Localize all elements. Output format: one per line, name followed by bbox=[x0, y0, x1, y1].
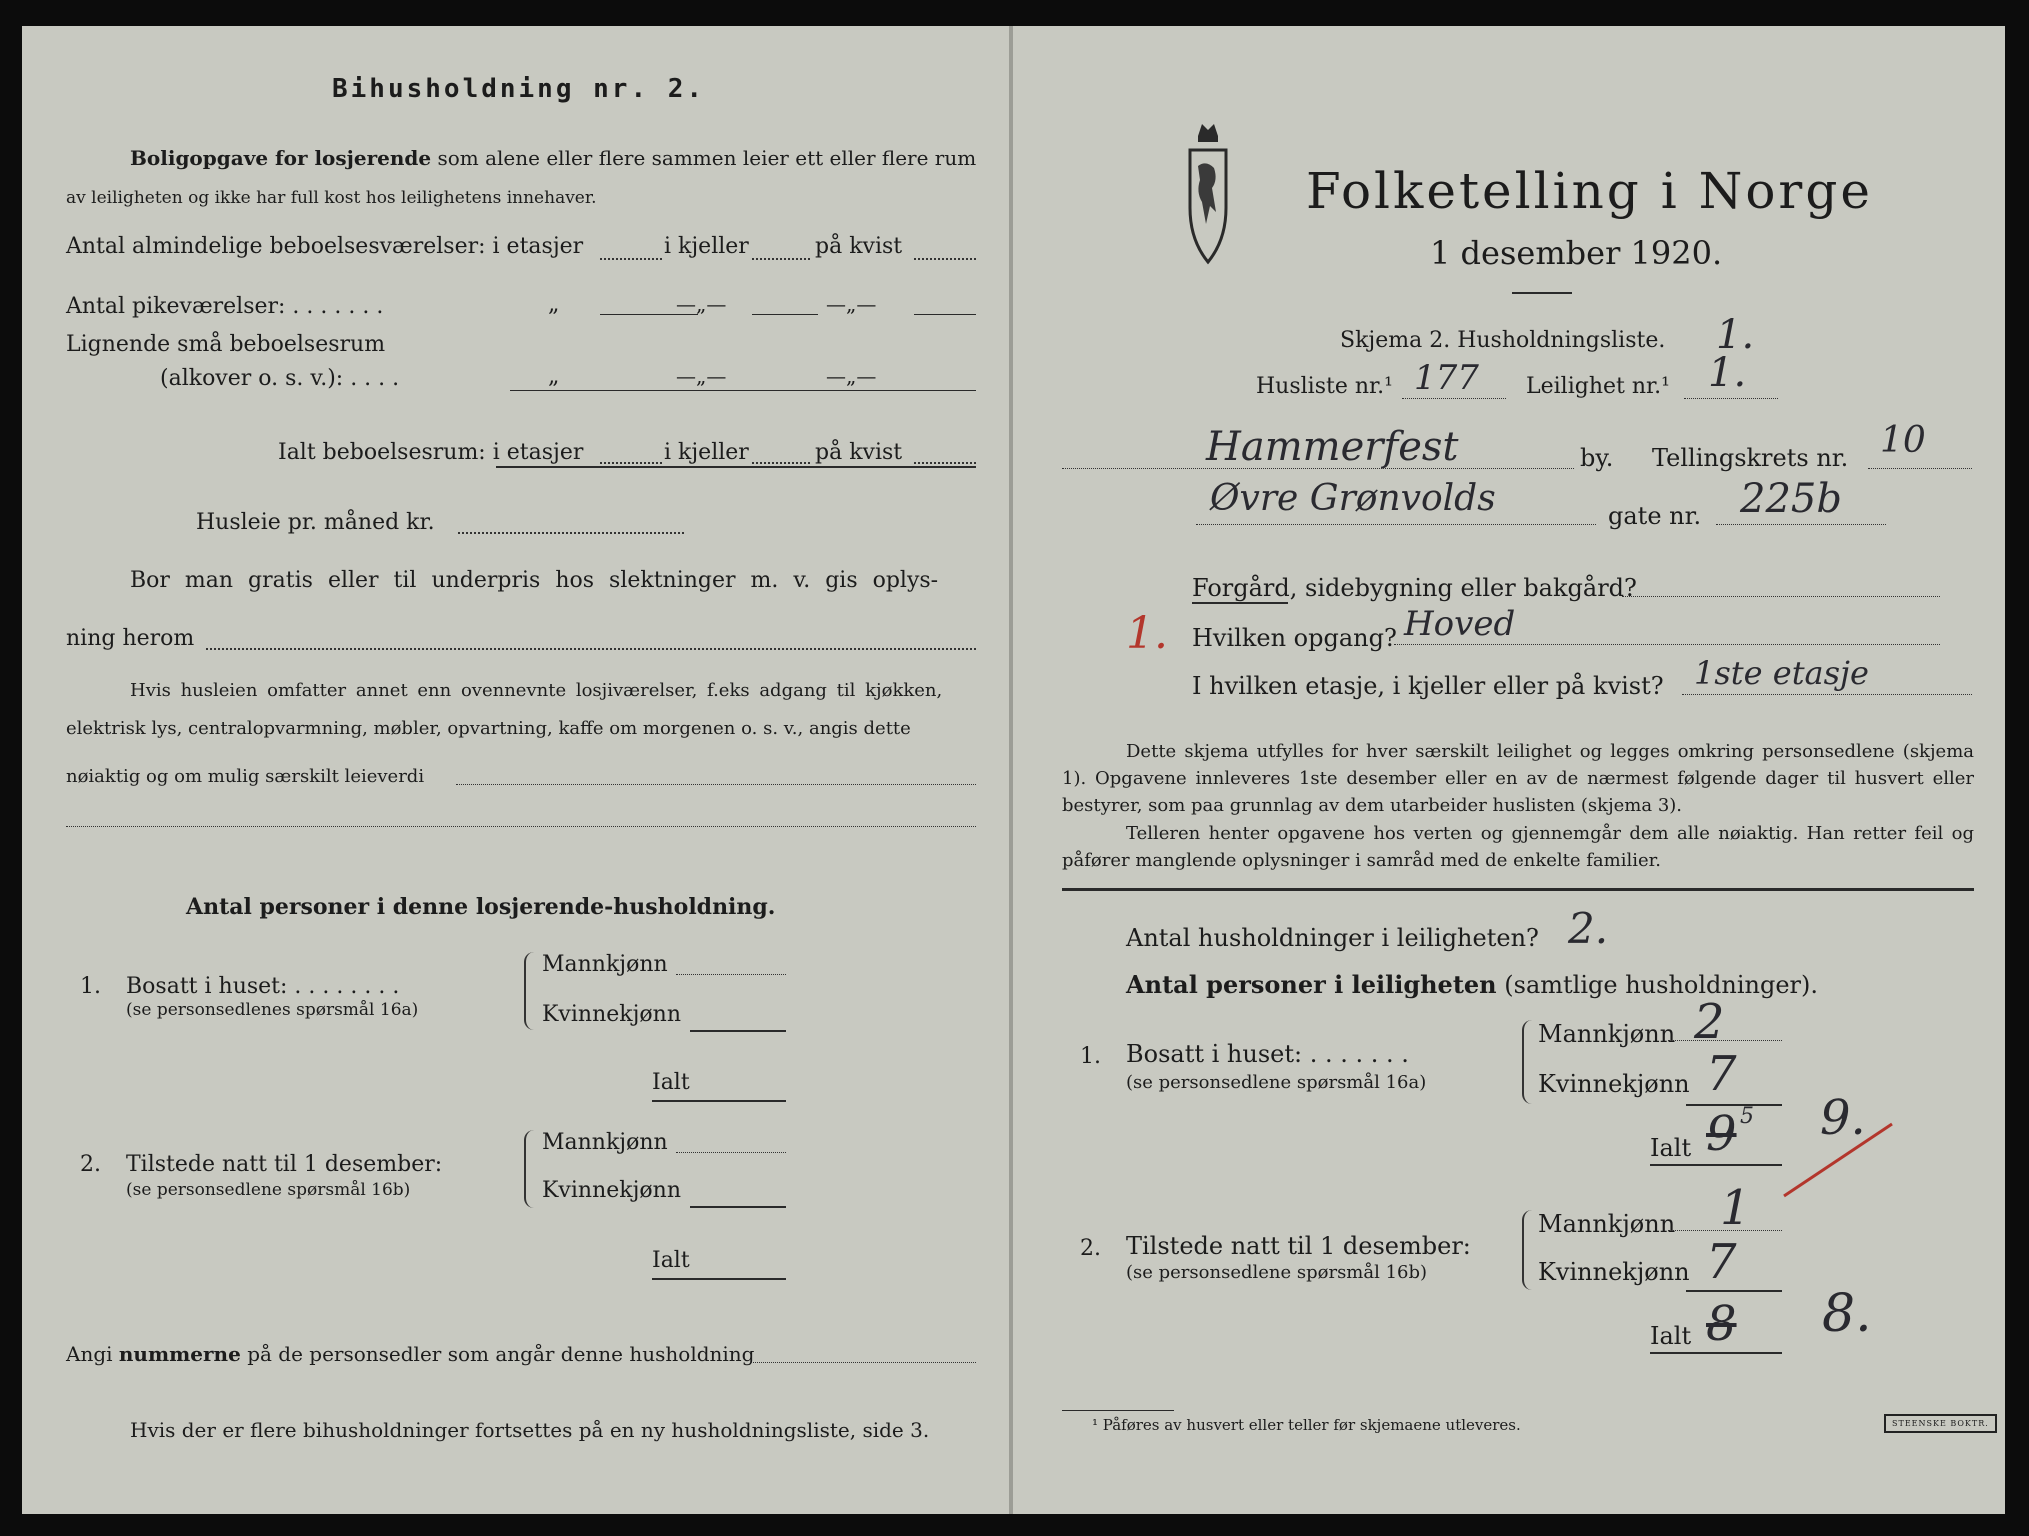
hvis-line-1: Hvis husleien omfatter annet enn ovennevnte losjiværelser, f.eks adgang til kjøkken, bbox=[130, 680, 943, 701]
leieverdi-field-2 bbox=[66, 826, 976, 827]
alm-kjeller-field bbox=[752, 258, 810, 260]
husliste-label: Husliste nr.¹ bbox=[1256, 374, 1393, 399]
left-q1-ialt-label: Ialt bbox=[652, 1070, 690, 1095]
leilighet-hw: 1. bbox=[1708, 350, 1747, 396]
husliste-field bbox=[1402, 398, 1506, 399]
ialt-kjeller-field bbox=[752, 462, 810, 464]
lignende-dash-2: —„— bbox=[826, 364, 877, 388]
right-q2-mann-hw: 1 bbox=[1720, 1180, 1751, 1236]
left-q1-kvinne-label: Kvinnekjønn bbox=[542, 1002, 681, 1027]
tellingskrets-label: Tellingskrets nr. bbox=[1652, 444, 1849, 472]
coat-of-arms-icon bbox=[1184, 116, 1232, 266]
ialt-beb-underline bbox=[496, 466, 976, 468]
gate-label: gate nr. bbox=[1608, 502, 1702, 530]
opgang-margin-hw: 1. bbox=[1126, 608, 1168, 659]
intro-bold: Boligopgave for losjerende bbox=[130, 146, 432, 170]
intro-rest: som alene eller flere sammen leier ett eller flere rum bbox=[437, 146, 977, 170]
ning-herom-label: ning herom bbox=[66, 626, 195, 651]
skjema-hw: 1. bbox=[1716, 312, 1755, 358]
lignende-dash-1: —„— bbox=[676, 364, 727, 388]
left-q2-mann-label: Mannkjønn bbox=[542, 1130, 668, 1155]
right-q2-ialt-label: Ialt bbox=[1650, 1322, 1692, 1350]
pike-field-3 bbox=[914, 314, 976, 315]
antal-pers-rest: (samtlige husholdninger). bbox=[1504, 971, 1819, 999]
right-q2-brace bbox=[1522, 1210, 1534, 1290]
left-q2-ialt-field bbox=[652, 1278, 786, 1280]
left-q1-mann-field bbox=[676, 974, 786, 975]
ialt-kjeller-label: i kjeller bbox=[664, 440, 749, 465]
bor-man-text: Bor man gratis eller til underpris hos slektninger m. v. gis oplys- bbox=[130, 568, 939, 593]
left-q2-kvinne-field bbox=[690, 1206, 786, 1208]
right-q1-mann-field bbox=[1668, 1040, 1782, 1041]
tellingskrets-hw: 10 bbox=[1880, 420, 1926, 461]
angi-line bbox=[66, 1342, 754, 1366]
right-q2-extra-hw: 8. bbox=[1822, 1284, 1872, 1344]
left-title: Bihusholdning nr. 2. bbox=[332, 74, 706, 104]
right-q2-label: Tilstede natt til 1 desember: bbox=[1126, 1232, 1471, 1260]
etasje-field bbox=[1682, 694, 1972, 695]
right-q1-ialt-field bbox=[1650, 1164, 1782, 1166]
hvis-line-3: nøiaktig og om mulig særskilt leieverdi bbox=[66, 766, 425, 787]
right-q1-num: 1. bbox=[1080, 1044, 1101, 1069]
right-title: Folketelling i Norge bbox=[1306, 162, 1873, 220]
angi-pre: Angi bbox=[66, 1342, 113, 1366]
leilighet-label: Leilighet nr.¹ bbox=[1526, 374, 1670, 399]
by-hw: Hammerfest bbox=[1206, 424, 1459, 470]
right-q1-label: Bosatt i huset: . . . . . . . bbox=[1126, 1040, 1409, 1068]
ialt-kvist-field bbox=[914, 462, 976, 464]
hvis-line-2: elektrisk lys, centralopvarmning, møbler, opvartning, kaffe om morgenen o. s. v., angis dette bbox=[66, 718, 911, 739]
pike-comma-mark: „ bbox=[548, 292, 560, 317]
right-q1-brace bbox=[1522, 1020, 1534, 1104]
right-q1-kvinne-label: Kvinnekjønn bbox=[1538, 1070, 1690, 1098]
opgang-label: Hvilken opgang? bbox=[1192, 624, 1397, 652]
etasje-label: I hvilken etasje, i kjeller eller på kvist? bbox=[1192, 672, 1664, 700]
title-rule bbox=[1512, 292, 1572, 294]
right-footnote: ¹ Påføres av husvert eller teller før skjemaene utleveres. bbox=[1092, 1416, 1521, 1434]
angi-field bbox=[750, 1362, 976, 1363]
alm-kvist-label: på kvist bbox=[815, 234, 903, 259]
right-q1-mann-label: Mannkjønn bbox=[1538, 1020, 1676, 1048]
ialt-etasjer-field bbox=[600, 462, 662, 464]
right-q1-correction-hw: 9. bbox=[1820, 1090, 1866, 1146]
right-q2-kvinne-field bbox=[1686, 1290, 1782, 1292]
left-q1-label: Bosatt i huset: . . . . . . . . bbox=[126, 974, 400, 999]
instruction-paragraph-2: Telleren henter opgavene hos verten og gjennemgår dem alle nøiaktig. Han retter feil og påfører manglende oplysninger i samråd med de enkelte familier. bbox=[1062, 823, 1974, 871]
right-q1-ialt-hw: 9 bbox=[1706, 1106, 1737, 1162]
husleie-field bbox=[458, 532, 684, 534]
right-q2-ialt-hw: 8 bbox=[1706, 1296, 1737, 1352]
pike-dash-2: —„— bbox=[826, 292, 877, 316]
ialt-beb-label: Ialt beboelsesrum: i etasjer bbox=[278, 440, 584, 465]
lignende-label-1: Lignende små beboelsesrum bbox=[66, 332, 386, 357]
antal-pike-label: Antal pikeværelser: . . . . . . . bbox=[66, 294, 384, 319]
right-q1-sub: (se personsedlene spørsmål 16a) bbox=[1126, 1072, 1427, 1093]
angi-bold: nummerne bbox=[118, 1342, 241, 1366]
left-q1-kvinne-field bbox=[690, 1030, 786, 1032]
section-rule bbox=[1062, 888, 1974, 891]
intro-line-2: av leiligheten og ikke har full kost hos leilighetens innehaver. bbox=[66, 188, 597, 208]
antal-hush-label: Antal husholdninger i leiligheten? bbox=[1126, 924, 1539, 952]
red-check-mark-icon bbox=[1780, 1120, 1900, 1200]
forgaard-label: Forgård, sidebygning eller bakgård? bbox=[1192, 574, 1637, 602]
left-q2-label: Tilstede natt til 1 desember: bbox=[126, 1152, 443, 1177]
alm-etasjer-field bbox=[600, 258, 662, 260]
lignende-comma-mark: „ bbox=[548, 364, 560, 389]
left-q1-ialt-field bbox=[652, 1100, 786, 1102]
left-q2-brace bbox=[524, 1130, 536, 1208]
right-q2-kvinne-label: Kvinnekjønn bbox=[1538, 1258, 1690, 1286]
by-field bbox=[1062, 468, 1574, 469]
antal-alm-label: Antal almindelige beboelsesværelser: i etasjer bbox=[66, 234, 584, 259]
left-q2-ialt-label: Ialt bbox=[652, 1248, 690, 1273]
right-q2-mann-label: Mannkjønn bbox=[1538, 1210, 1676, 1238]
forgaard-field bbox=[1622, 596, 1940, 597]
herom-field bbox=[206, 648, 976, 650]
right-q1-ialt-sup-hw: 5 bbox=[1740, 1104, 1754, 1129]
left-q1-sub: (se personsedlenes spørsmål 16a) bbox=[126, 1000, 419, 1020]
right-q2-mann-field bbox=[1668, 1230, 1782, 1231]
left-q2-num: 2. bbox=[80, 1152, 101, 1177]
left-q2-kvinne-label: Kvinnekjønn bbox=[542, 1178, 681, 1203]
opgang-hw: Hoved bbox=[1404, 604, 1516, 644]
opgang-field bbox=[1394, 644, 1940, 645]
husliste-hw: 177 bbox=[1414, 358, 1479, 398]
pike-dash-1: —„— bbox=[676, 292, 727, 316]
antal-hush-hw: 2. bbox=[1568, 904, 1609, 953]
left-q2-sub: (se personsedlene spørsmål 16b) bbox=[126, 1180, 411, 1200]
right-q2-ialt-field bbox=[1650, 1352, 1782, 1354]
gate-field bbox=[1196, 524, 1596, 525]
ialt-kvist-label: på kvist bbox=[815, 440, 903, 465]
left-q2-mann-field bbox=[676, 1152, 786, 1153]
leieverdi-field bbox=[456, 784, 976, 785]
right-date: 1 desember 1920. bbox=[1430, 234, 1723, 272]
left-q1-mann-label: Mannkjønn bbox=[542, 952, 668, 977]
leilighet-field bbox=[1684, 398, 1778, 399]
instruction-paragraph-1: Dette skjema utfylles for hver særskilt leilighet og legges omkring personsedlene (skjema 1). Opgavene innleveres 1ste desember eller en av de nærmest følgende dager til husvert eller bestyrer, som paa grunnlag av dem utarbeider huslisten (skjema 3). bbox=[1062, 741, 1974, 816]
alm-kjeller-label: i kjeller bbox=[664, 234, 749, 259]
gate-nr-hw: 225b bbox=[1740, 476, 1842, 522]
gate-nr-field bbox=[1716, 524, 1886, 525]
right-q1-kvinne-hw: 7 bbox=[1706, 1046, 1737, 1102]
skjema-label: Skjema 2. Husholdningsliste. bbox=[1340, 328, 1666, 353]
right-q2-kvinne-hw: 7 bbox=[1706, 1234, 1737, 1290]
etasje-hw: 1ste etasje bbox=[1694, 654, 1869, 692]
husleie-label: Husleie pr. måned kr. bbox=[196, 510, 435, 535]
angi-rest: på de personsedler som angår denne husholdning bbox=[247, 1342, 755, 1366]
alm-kvist-field bbox=[914, 258, 976, 260]
pike-field-2 bbox=[752, 314, 818, 315]
gate-hw: Øvre Grønvolds bbox=[1210, 478, 1496, 519]
antal-personer-heading: Antal personer i denne losjerende-husholdning. bbox=[186, 894, 776, 920]
left-q1-num: 1. bbox=[80, 974, 101, 999]
right-q1-mann-hw: 2 bbox=[1694, 994, 1725, 1050]
lignende-label-2: (alkover o. s. v.): . . . . bbox=[160, 366, 400, 391]
lignende-field-line bbox=[510, 390, 976, 391]
antal-pers-bold: Antal personer i leiligheten bbox=[1126, 970, 1497, 999]
right-q2-sub: (se personsedlene spørsmål 16b) bbox=[1126, 1262, 1428, 1283]
right-q1-ialt-label: Ialt bbox=[1650, 1134, 1692, 1162]
printer-stamp: STEENSKE BOKTR. bbox=[1884, 1414, 1997, 1433]
left-footer: Hvis der er flere bihusholdninger fortsettes på en ny husholdningsliste, side 3. bbox=[130, 1418, 930, 1442]
right-q2-num: 2. bbox=[1080, 1236, 1101, 1261]
forgaard-underline bbox=[1192, 602, 1288, 604]
tellingskrets-field bbox=[1868, 468, 1972, 469]
footnote-rule bbox=[1062, 1410, 1174, 1411]
by-label: by. bbox=[1580, 444, 1614, 472]
left-q1-brace bbox=[524, 952, 536, 1030]
intro-line-1 bbox=[130, 146, 976, 170]
